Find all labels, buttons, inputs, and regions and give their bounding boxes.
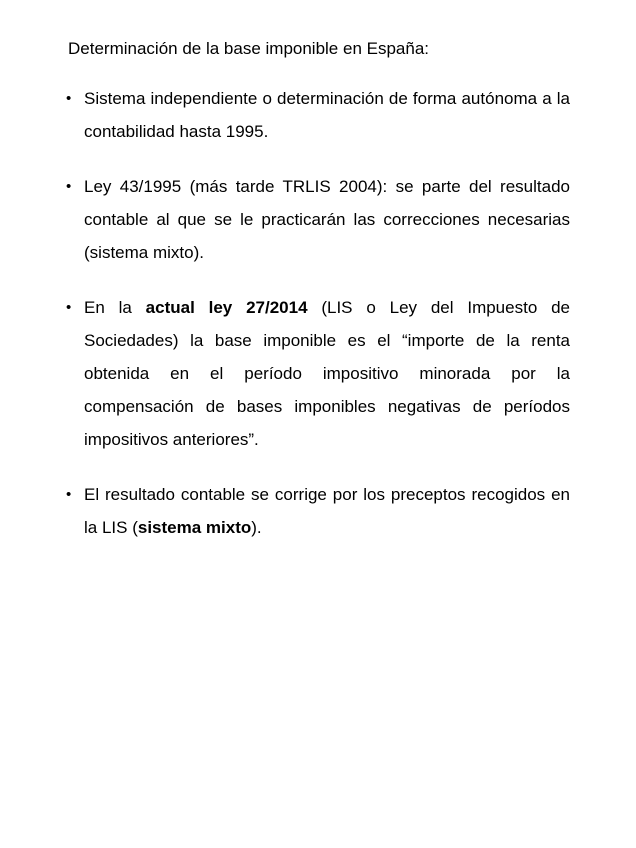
- bullet-text-part: (LIS o Ley del Impuesto de Sociedades) la base imponible es el “importe de la renta obtenida en el período impositivo minorada por la compensación de bases imponibles negativas de períodos impositivos anteriores”.: [84, 298, 570, 449]
- bullet-text: [84, 82, 570, 148]
- list-item: [66, 170, 570, 269]
- bullet-text-part: Sistema independiente o determinación de forma autónoma a la contabilidad hasta 1995.: [84, 89, 570, 141]
- bullet-text-part: Ley 43/1995 (más tarde TRLIS 2004): se parte del resultado contable al que se le practicarán las correcciones necesarias (sistema mixto).: [84, 177, 570, 262]
- bullet-icon: •: [66, 299, 72, 316]
- list-item: [66, 291, 570, 456]
- bullet-text-part: ).: [251, 518, 262, 537]
- bullet-text-bold: actual ley 27/2014: [145, 298, 308, 317]
- page-title: Determinación de la base imponible en España:: [68, 39, 430, 58]
- bullet-icon: •: [66, 90, 72, 107]
- bullet-list: [66, 82, 570, 566]
- list-item: [66, 478, 570, 544]
- bullet-icon: •: [66, 178, 72, 195]
- bullet-text: [84, 291, 570, 456]
- bullet-text: [84, 170, 570, 269]
- bullet-text: [84, 478, 570, 544]
- bullet-text-part: El resultado contable se corrige por los preceptos recogidos en la LIS (: [84, 485, 570, 537]
- list-item: [66, 82, 570, 148]
- bullet-text-part: En la: [84, 298, 146, 317]
- bullet-text-bold: sistema mixto: [137, 518, 252, 537]
- bullet-icon: •: [66, 486, 72, 503]
